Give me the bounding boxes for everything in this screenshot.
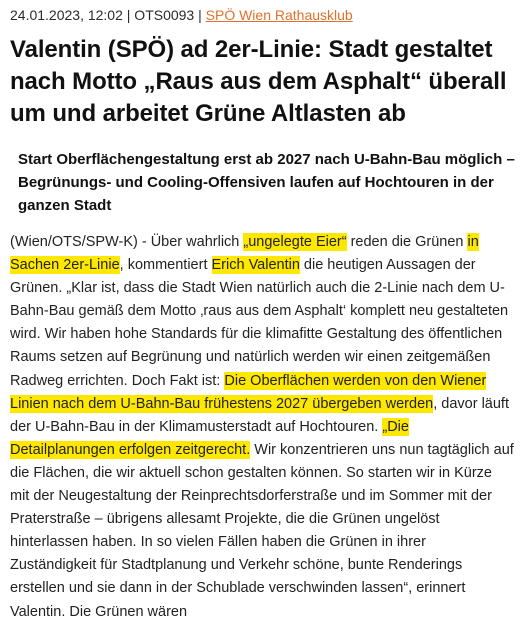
body-text-1: (Wien/OTS/SPW-K) - Über wahrlich <box>10 234 244 250</box>
highlight-2: in Sachen 2er-Linie <box>10 234 479 274</box>
highlight-5: „Die Detailplanungen erfolgen zeitgerecht. <box>10 418 409 458</box>
source-link[interactable]: SPÖ Wien Rathausklub <box>205 7 353 23</box>
body-text-5: , davor läuft der U-Bahn-Bau in der Klimamusterstadt auf Hochtouren. <box>10 395 509 435</box>
body-text-2: reden die Grünen <box>346 234 468 250</box>
highlight-3: Erich Valentin <box>211 257 300 274</box>
highlight-4: Die Oberflächen werden von den Wiener Linien nach dem U-Bahn-Bau frühestens 2027 übergeben werden <box>10 372 487 412</box>
body-text-4: die heutigen Aussagen der Grünen. „Klar ist, dass die Stadt Wien natürlich auch die 2-Linie nach dem U-Bahn-Bau gemäß dem Motto ‚raus aus dem Asphalt‘ komplett neu gestalteten wird. Wir haben hohe Standards für die klimafitte Gestaltung des öffentlichen Raums setzen auf Begrünung und natürlich werden wir einen zeitgemäßen Radweg errichten. Doch Fakt ist: <box>10 257 509 389</box>
body-text-3: , kommentiert <box>119 257 212 274</box>
highlight-1: „ungelegte Eier“ <box>243 234 347 250</box>
body-paragraph <box>10 231 515 624</box>
date-time-id: 24.01.2023, 12:02 | OTS0093 | <box>10 7 206 23</box>
article-meta <box>10 6 515 24</box>
headline: Valentin (SPÖ) ad 2er-Linie: Stadt gestaltet nach Motto „Raus aus dem Asphalt“ überall um und arbeitet Grüne Altlasten ab <box>10 36 507 127</box>
lead-paragraph: Start Oberflächengestaltung erst ab 2027 nach U-Bahn-Bau möglich – Begrünungs- und Cooling-Offensiven laufen auf Hochtouren in der ganzen Stadt <box>18 151 515 214</box>
body-text-6: Wir konzentrieren uns nun tagtäglich auf die Flächen, die wir aktuell schon gestalten können. So starten wir in Kürze mit der Neugestaltung der Reinprechtsdorferstraße und im Sommer mit der Praterstraße – übrigens allesamt Projekte, die die Grünen ungelöst hinterlassen haben. In so vielen Fällen haben die Grünen in ihrer Zuständigkeit für Stadtplanung und Verkehr schöne, bunte Renderings erstellen und sie dann in der Schublade verschwinden lassen“, erinnert Valentin. Die Grünen wären <box>10 441 514 620</box>
